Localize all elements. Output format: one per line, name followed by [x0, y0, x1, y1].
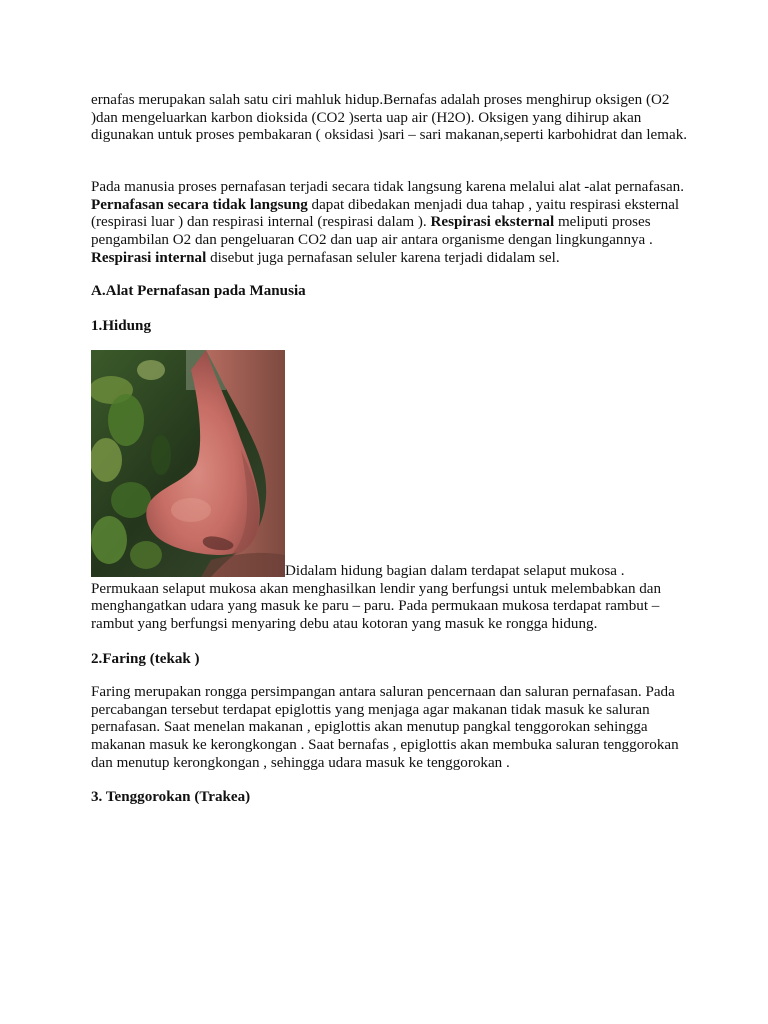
hidung-text: Didalam hidung bagian dalam terdapat selaput mukosa . Permukaan selaput mukosa akan menghasilkan lendir yang berfungsi untuk melembabkan dan menghangatkan udara yang masuk ke paru – paru. Pada permukaan mukosa terdapat rambut – rambut yang berfungsi menyaring debu atau kotoran yang masuk ke rongga hidung.: [91, 563, 662, 633]
hidung-paragraph: [91, 563, 691, 634]
section-heading: A.Alat Pernafasan pada Manusia: [91, 283, 306, 299]
respiration-text-4: disebut juga pernafasan seluler karena terjadi didalam sel.: [206, 249, 560, 266]
respiration-text-3: meliputi proses pengambilan O2 dan pengeluaran CO2 dan uap air antara organisme dengan lingkungannya .: [91, 214, 653, 249]
respiration-text-1: Pada manusia proses pernafasan terjadi secara tidak langsung karena melalui alat -alat pernafasan.: [91, 179, 685, 195]
trakea-heading: 3. Tenggorokan (Trakea): [91, 789, 251, 805]
respiration-paragraph: [91, 179, 691, 268]
bold-term-internal: Respirasi internal: [91, 249, 207, 266]
intro-paragraph: [91, 92, 691, 145]
intro-text: ernafas merupakan salah satu ciri mahluk hidup.Bernafas adalah proses menghirup oksigen (O2 )dan mengeluarkan karbon dioksida (CO2 )serta uap air (H2O). Oksigen yang dihirup akan digunakan untuk proses pembakaran ( oksidasi )sari – sari makanan,seperti karbohidrat dan lemak.: [91, 92, 688, 144]
hidung-heading: 1.Hidung: [91, 318, 151, 334]
faring-heading: 2.Faring (tekak ): [91, 651, 200, 667]
bold-term-external: Respirasi eksternal: [430, 214, 555, 231]
faring-paragraph: Faring merupakan rongga persimpangan antara saluran pencernaan dan saluran pernafasan. Pada percabangan tersebut terdapat epiglottis yang menjaga agar makanan tidak masuk ke saluran pernafasan. Saat menelan makanan , epiglottis akan menutup pangkal tenggorokan sehingga makanan masuk ke kerongkongan . Saat bernafas , epiglottis akan membuka saluran tenggorokan dan menutup kerongkongan , sehingga udara masuk ke tenggorokan .: [91, 684, 679, 771]
nose-photo: [91, 350, 285, 577]
bold-term-indirect: Pernafasan secara tidak langsung: [91, 196, 308, 213]
respiration-text-2: dapat dibedakan menjadi dua tahap , yaitu respirasi eksternal (respirasi luar ) dan respirasi internal (respirasi dalam ).: [91, 196, 680, 231]
